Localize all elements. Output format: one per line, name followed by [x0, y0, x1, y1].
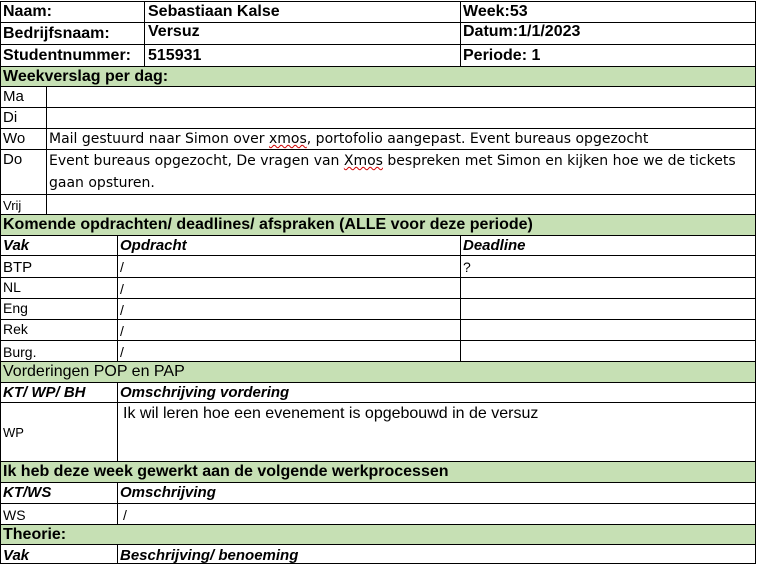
column-header-omschrijving: Omschrijving — [118, 483, 756, 504]
theorie-header-row — [0, 545, 756, 564]
code-cell: WP — [1, 403, 118, 462]
day-row — [0, 129, 756, 150]
day-text-part: Mail gestuurd naar Simon over — [49, 131, 269, 147]
table-row — [0, 278, 756, 299]
theorie-title: Theorie: — [1, 525, 756, 545]
spelling-flag: Xmos — [343, 153, 383, 169]
day-label: Ma — [1, 87, 47, 108]
day-text-part: Event bureaus opgezocht, De vragen van — [49, 153, 344, 169]
werkproces-text: / — [118, 504, 756, 525]
opdracht-cell: / — [118, 320, 461, 341]
day-text-part: , portofolio aangepast. Event bureaus opgezocht — [306, 131, 649, 147]
period-value: Periode: 1 — [461, 45, 756, 67]
day-text-part: bespreken met Simon en kijken hoe we de tickets gaan opsturen. — [49, 153, 736, 191]
column-header-code: KT/ WP/ BH — [1, 383, 118, 403]
opdracht-cell: / — [118, 341, 461, 362]
code-cell: WS — [1, 504, 118, 525]
table-row — [0, 320, 756, 341]
deadline-cell — [461, 341, 756, 362]
column-header-vak: Vak — [1, 236, 118, 256]
spelling-flag: xmos — [268, 131, 307, 147]
day-text — [47, 129, 756, 150]
theorie-title-row — [0, 525, 756, 545]
day-text — [47, 87, 756, 108]
werkprocessen-title: Ik heb deze week gewerkt aan de volgende werkprocessen — [1, 462, 756, 483]
name-value: Sebastiaan Kalse — [145, 2, 461, 23]
table-row — [0, 504, 756, 525]
vorderingen-title: Vorderingen POP en PAP — [1, 362, 756, 383]
deadline-cell — [461, 320, 756, 341]
company-value: Versuz — [145, 22, 461, 45]
weekverslag-title-row — [0, 67, 756, 87]
day-row — [0, 150, 756, 195]
deadline-cell — [461, 278, 756, 299]
day-label: Do — [1, 150, 47, 195]
company-label: Bedrijfsnaam: — [1, 22, 145, 45]
header-row-student — [0, 45, 756, 67]
opdracht-cell: / — [118, 256, 461, 278]
vak-cell: Eng — [1, 299, 118, 320]
day-row — [0, 87, 756, 108]
deadline-cell: ? — [461, 256, 756, 278]
vak-cell: BTP — [1, 256, 118, 278]
day-label: Vrij — [1, 195, 47, 215]
opdrachten-title-row — [0, 215, 756, 236]
werkprocessen-title-row — [0, 462, 756, 483]
vak-cell: Burg. — [1, 341, 118, 362]
student-number-value: 515931 — [145, 45, 461, 67]
column-header-omschrijving: Omschrijving vordering — [118, 383, 756, 403]
werkprocessen-header-row — [0, 483, 756, 504]
table-row — [0, 299, 756, 320]
day-text — [47, 108, 756, 129]
header-row-company — [0, 22, 756, 45]
day-text — [47, 195, 756, 215]
table-row — [0, 341, 756, 362]
column-header-opdracht: Opdracht — [118, 236, 461, 256]
deadline-cell — [461, 299, 756, 320]
week-value: Week:53 — [461, 2, 756, 23]
day-row — [0, 195, 756, 215]
weekverslag-title: Weekverslag per dag: — [1, 67, 756, 87]
day-label: Di — [1, 108, 47, 129]
column-header-deadline: Deadline — [461, 236, 756, 256]
opdracht-cell: / — [118, 299, 461, 320]
header-row-name — [0, 1, 756, 23]
table-row — [0, 256, 756, 278]
column-header-vak: Vak — [1, 545, 118, 564]
vak-cell: NL — [1, 278, 118, 299]
opdrachten-header-row — [0, 236, 756, 256]
vorderingen-header-row — [0, 383, 756, 403]
day-label: Wo — [1, 129, 47, 150]
name-label: Naam: — [1, 2, 145, 23]
student-number-label: Studentnummer: — [1, 45, 145, 67]
day-text — [47, 150, 756, 195]
column-header-beschrijving: Beschrijving/ benoeming — [118, 545, 756, 564]
column-header-code: KT/WS — [1, 483, 118, 504]
vordering-text: Ik wil leren hoe een evenement is opgebouwd in de versuz — [118, 403, 756, 462]
day-row — [0, 108, 756, 129]
date-value: Datum:1/1/2023 — [461, 22, 756, 45]
opdrachten-title: Komende opdrachten/ deadlines/ afspraken (ALLE voor deze periode) — [1, 215, 756, 236]
table-row — [0, 403, 756, 462]
opdracht-cell: / — [118, 278, 461, 299]
vak-cell: Rek — [1, 320, 118, 341]
vorderingen-title-row — [0, 362, 756, 383]
